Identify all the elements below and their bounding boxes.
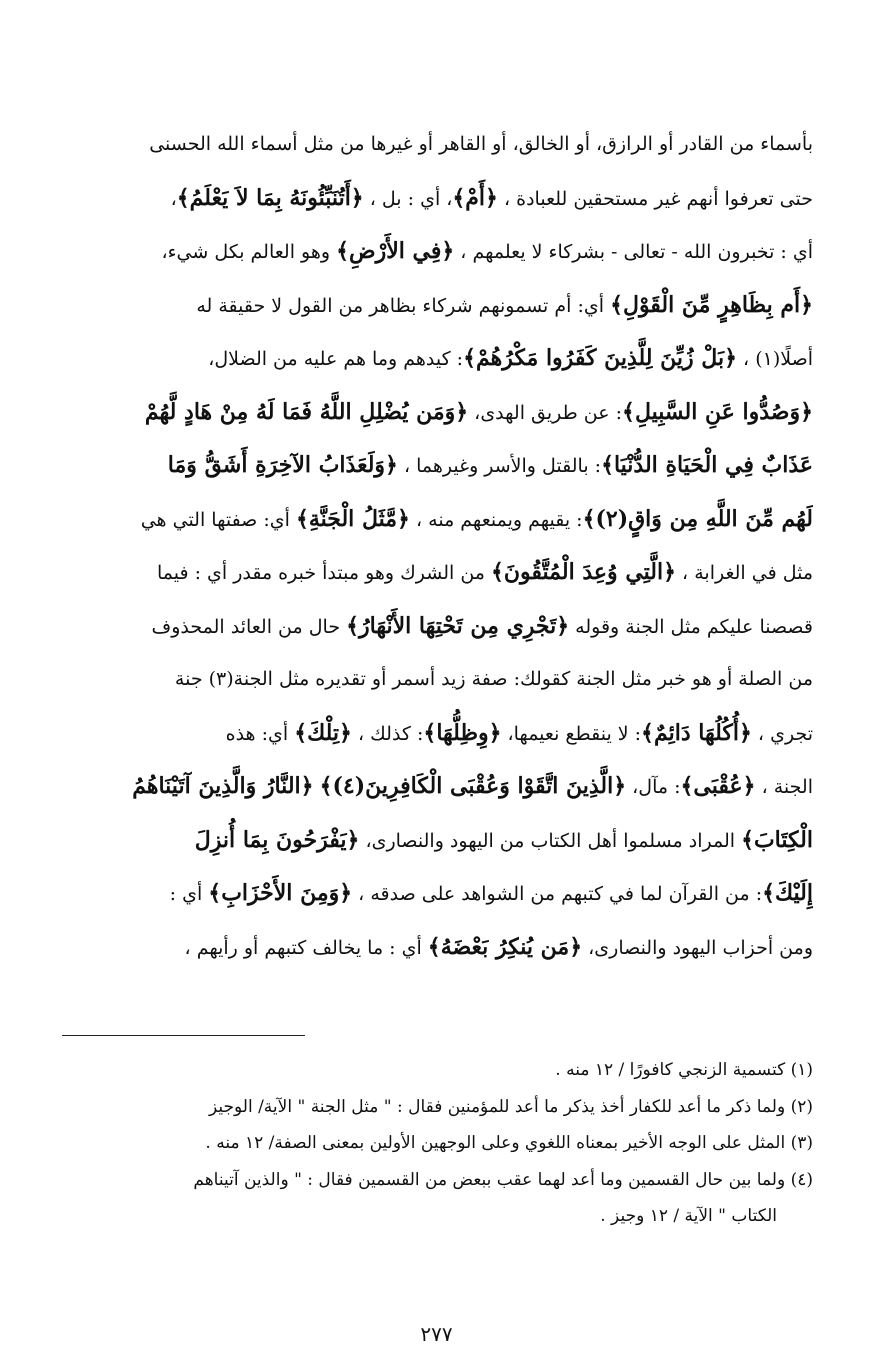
quran-verse: ﴿الَّذِينَ اتَّقَوْا وَعُقْبَى الْكَافِرِينَ(٤)﴾ [319, 773, 627, 799]
commentary-text: : بالقتل والأسر وغيرهما ، [397, 455, 602, 477]
footnote-2: (٢) ولما ذكر ما أعد للكفار أخذ يذكر ما أعد للمؤمنين فقال : " مثل الجنة " الآية/ الوجيز [208, 1096, 813, 1117]
quran-verse: ﴿مَّثَلُ الْجَنَّةِ﴾ [295, 505, 410, 532]
footnote-1: (١) كتسمية الزنجي كافورًا / ١٢ منه . [555, 1060, 813, 1080]
quran-verse: لَهُم مِّنَ اللَّهِ مِن وَاقٍ(٢)﴾ [582, 505, 813, 532]
commentary-text: ، أي : بل ، [363, 187, 453, 210]
commentary-text: : كيدهم وما هم عليه من الضلال، [208, 348, 464, 370]
commentary-text: من الشرك وهو مبتدأ خبره مقدر أي : فيما [156, 562, 491, 584]
text-line [66, 921, 813, 975]
page-number: ٢٧٧ [420, 1322, 453, 1346]
quran-verse: ﴿بَلْ زُيِّنَ لِلَّذِينَ كَفَرُوا مَكْرُهُمْ﴾ [463, 345, 737, 371]
quran-verse: ﴿تِلْكَ﴾ [294, 719, 352, 746]
commentary-text: حال من العائد المحذوف [151, 615, 347, 638]
commentary-text: ومن أحزاب اليهود والنصارى، [582, 936, 813, 959]
text-line [66, 760, 813, 814]
commentary-text: أي: هذه [225, 722, 295, 745]
commentary-text: أصلًا(١) ، [736, 348, 813, 370]
commentary-text: : مآل، [626, 776, 681, 798]
quran-verse: ﴿أَتُنَبِّئُونَهُ بِمَا لاَ يَعْلَمُ﴾ [176, 184, 364, 211]
text-line [66, 172, 813, 226]
commentary-text: أي : تخبرون الله - تعالى - بشركاء لا يعلمهم ، [454, 241, 813, 263]
commentary-text: المراد مسلموا أهل الكتاب من اليهود والنصارى، [359, 829, 742, 852]
quran-verse: ﴿تَجْرِي مِن تَحْتِهَا الأَنْهَارُ﴾ [346, 612, 570, 639]
commentary-text: أي : [169, 883, 209, 905]
text-line [66, 118, 813, 172]
quran-verse: ﴿يَفْرَحُونَ بِمَا أُنزِلَ [194, 826, 360, 853]
quran-verse: ﴿أَم بِظَاهِرٍ مِّنَ الْقَوْلِ﴾ [610, 291, 813, 318]
quran-verse: الْكِتَابَ﴾ [741, 826, 813, 853]
quran-verse: ﴿الَّتِي وُعِدَ الْمُتَّقُونَ﴾ [491, 559, 677, 585]
quran-verse: ﴿وَصُدُّوا عَنِ السَّبِيلِ﴾ [622, 398, 813, 425]
footnote-4: (٤) ولما بين حال القسمين وما أعد لهما عقب ببعض من القسمين فقال : " والذين آتيناهم [193, 1169, 813, 1190]
footnote-3: (٣) المثل على الوجه الأخير بمعناه اللغوي وعلى الوجهين الأولين بمعنى الصفة/ ١٢ منه . [205, 1133, 813, 1153]
commentary-text: مثل في الغرابة ، [676, 562, 813, 584]
quran-verse: إِلَيْكَ﴾ [762, 880, 813, 906]
quran-verse: ﴿فِي الأَرْضِ﴾ [336, 238, 455, 264]
commentary-text: أي: صفتها التي هي [140, 508, 296, 531]
text-line [66, 546, 813, 600]
quran-verse: ﴿أَمْ﴾ [452, 184, 498, 211]
text-line [66, 225, 813, 279]
main-text [66, 118, 813, 974]
quran-verse: ﴿وَمِنَ الأَحْزَابِ﴾ [208, 880, 353, 906]
commentary-text: : عن طريق الهدى، [468, 401, 623, 424]
text-line [66, 386, 813, 440]
commentary-text: الجنة ، [755, 776, 813, 798]
quran-verse: عَذَابٌ فِي الْحَيَاةِ الدُّنْيَا﴾ [601, 452, 813, 478]
quran-verse: ﴿مَن يُنكِرُ بَعْضَهُ﴾ [427, 933, 583, 960]
quran-verse: ﴿وَمَن يُضْلِلِ اللَّهُ فَمَا لَهُ مِنْ هَادٍ لَّهُمْ [144, 398, 469, 425]
text-line [66, 439, 813, 493]
commentary-text: تجري ، [751, 722, 813, 745]
commentary-text: أي : ما يخالف كتبهم أو رأيهم ، [184, 936, 428, 959]
commentary-text: بأسماء من القادر أو الرازق، أو الخالق، أو القاهر أو غيرها من مثل أسماء الله الحسنى [149, 133, 813, 155]
commentary-text: ، [170, 187, 177, 210]
quran-verse: ﴿وَلَعَذَابُ الآخِرَةِ أَشَقُّ وَمَا [167, 452, 398, 478]
footnote-separator [62, 1035, 305, 1036]
text-line [66, 279, 813, 333]
commentary-text: : يقيهم ويمنعهم منه ، [409, 508, 583, 531]
text-line [66, 493, 813, 547]
quran-verse: ﴿النَّارُ وَالَّذِينَ آتَيْنَاهُمُ [132, 773, 314, 799]
commentary-text: : من القرآن لما في كتبهم من الشواهد على صدقه ، [352, 883, 763, 905]
footnote-4-continuation: الكتاب " الآية / ١٢ وجيز . [600, 1206, 777, 1226]
quran-verse: ﴿أُكُلُهَا دَائِمٌ﴾ [641, 719, 752, 746]
text-line [66, 814, 813, 868]
commentary-text: حتى تعرفوا أنهم غير مستحقين للعبادة ، [497, 187, 813, 210]
quran-verse: ﴿عُقْبَى﴾ [680, 773, 756, 799]
commentary-text: أي: أم تسمونهم شركاء بظاهر من القول لا حقيقة له [196, 294, 611, 317]
commentary-text: وهو العالم بكل شيء، [161, 241, 337, 263]
commentary-text: من الصلة أو هو خبر مثل الجنة كقولك: صفة زيد أسمر أو تقديره مثل الجنة(٣) جنة [174, 668, 813, 690]
text-line [66, 332, 813, 386]
text-line [66, 707, 813, 761]
text-line [66, 867, 813, 921]
text-line [66, 600, 813, 654]
quran-verse: ﴿وِظِلُّهَا﴾ [423, 719, 502, 746]
commentary-text: : كذلك ، [351, 722, 424, 745]
commentary-text: : لا ينقطع نعيمها، [501, 722, 642, 745]
commentary-text: قصصنا عليكم مثل الجنة وقوله [569, 615, 813, 638]
footnotes [62, 1052, 813, 1235]
text-line [66, 653, 813, 707]
